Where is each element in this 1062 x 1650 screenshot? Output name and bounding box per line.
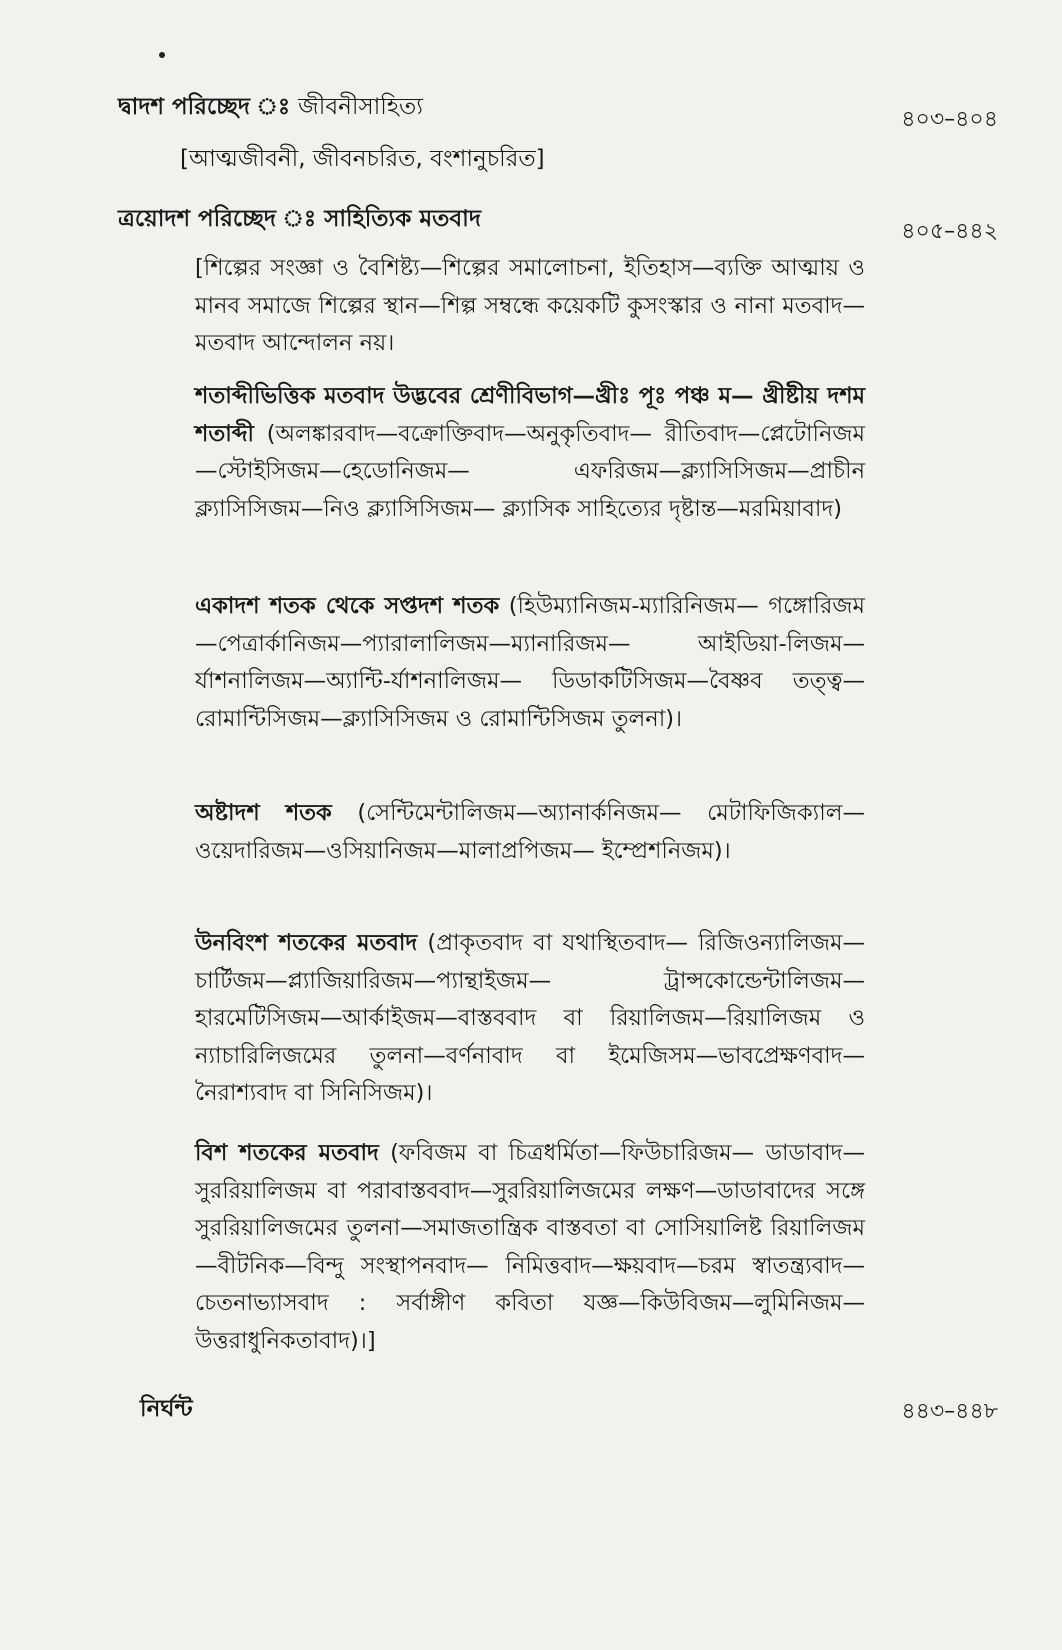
section-20-lead: বিশ শতকের মতবাদ — [195, 1140, 379, 1166]
section-19-lead: উনবিংশ শতকের মতবাদ — [195, 930, 418, 956]
chapter-12-row — [118, 88, 998, 132]
intro-text: [শিল্পের সংজ্ঞা ও বৈশিষ্ট্য—শিল্পের সমালোচনা, ইতিহাস—ব্যক্তি আত্মায় ও মানব সমাজে শিল্পের স্থান—শিল্প সম্বন্ধে কয়েকটি কুসংস্কার ও নানা মতবাদ—মতবাদ আন্দোলন নয়। — [195, 255, 865, 356]
index-heading: নির্ঘন্ট — [140, 1396, 193, 1422]
chapter-12-title: জীবনীসাহিত্য — [298, 94, 423, 120]
chapter-12-heading — [118, 88, 998, 127]
chapter-12-summary: [আত্মজীবনী, জীবনচরিত, বংশানুচরিত] — [180, 146, 545, 172]
section-11-17 — [195, 588, 865, 738]
chapter-13-pages: ৪০৫–৪৪২ — [901, 219, 998, 244]
chapter-13-title: সাহিত্যিক মতবাদ — [324, 206, 481, 232]
section-18 — [195, 795, 865, 870]
chapter-13-intro — [195, 250, 865, 363]
section-18-lead: অষ্টাদশ শতক — [195, 800, 332, 826]
ink-dot — [159, 52, 165, 58]
section-ancient-lead: শতাব্দীভিত্তিক মতবাদ উদ্ভবের শ্রেণীবিভাগ—খ্রীঃ পূঃ পঞ্চ ম— খ্রীষ্টীয় দশম শতাব্দী — [195, 383, 865, 447]
section-19 — [195, 925, 865, 1113]
chapter-13-label: ত্রয়োদশ পরিচ্ছেদ ঃ — [118, 206, 317, 232]
chapter-13-row — [118, 200, 998, 244]
section-11-17-lead: একাদশ শতক থেকে সপ্তদশ শতক — [195, 593, 500, 619]
section-19-text: (প্রাকৃতবাদ বা যথাস্থিতবাদ— রিজিওন্যালিজম—চার্টিজম—প্ল্যাজিয়ারিজম—প্যান্থাইজম— ট্রান্সকোন্ডেন্টালিজম—হারমেটিসিজম—আর্কাইজম—বাস্তববাদ বা রিয়ালিজম—রিয়ালিজম ও ন্যাচারিলিজমের তুলনা—বর্ণনাবাদ বা ইমেজিসম—ভাবপ্রেক্ষণবাদ—নৈরাশ্যবাদ বা সিনিসিজম)। — [195, 930, 865, 1106]
chapter-12-pages: ৪০৩–৪০৪ — [901, 107, 998, 132]
section-ancient — [195, 378, 865, 528]
section-20-text: (ফবিজম বা চিত্রধর্মিতা—ফিউচারিজম— ডাডাবাদ—সুররিয়ালিজম বা পরাবাস্তববাদ—সুররিয়ালিজমের লক্ষণ—ডাডাবাদের সঙ্গে সুররিয়ালিজমের তুলনা—সমাজতান্ত্রিক বাস্তবতা বা সোসিয়ালিষ্ট রিয়ালিজম—বীটনিক—বিন্দু সংস্থাপনবাদ— নিমিত্তবাদ—ক্ষয়বাদ—চরম স্বাতন্ত্র্যবাদ—চেতনাভ্যাসবাদ : সর্বাঙ্গীণ কবিতা যজ্ঞ—কিউবিজম—লুমিনিজম—উত্তরাধুনিকতাবাদ)।] — [195, 1140, 865, 1354]
chapter-12-label: দ্বাদশ পরিচ্ছেদ ঃ — [118, 94, 291, 120]
section-18-text: (সেন্টিমেন্টালিজম—অ্যানার্কনিজম— মেটাফিজিক্যাল—ওয়েদারিজম—ওসিয়ানিজম—মালাপ্রপিজম— ইম্প্রেশনিজম)। — [195, 800, 865, 864]
section-11-17-text: (হিউম্যানিজম-ম্যারিনিজম— গঙ্গোরিজম—পেত্রার্কানিজম—প্যারালালিজম—ম্যানারিজম— আইডিয়া-লিজম—র্যাশনালিজম—অ্যান্টি-র্যাশনালিজম— ডিডাকটিসিজম—বৈষ্ণব তত্ত্ব—রোমান্টিসিজম—ক্ল্যাসিসিজম ও রোমান্টিসিজম তুলনা)। — [195, 593, 865, 732]
index-pages: ৪৪৩–৪৪৮ — [901, 1399, 998, 1424]
chapter-13-heading — [118, 200, 998, 239]
section-ancient-text: (অলঙ্কারবাদ—বক্রোক্তিবাদ—অনুকৃতিবাদ— রীতিবাদ—প্লেটোনিজম—স্টোইসিজম—হেডোনিজম— এফরিজম—ক্ল্যাসিসিজম—প্রাচীন ক্ল্যাসিসিজম—নিও ক্ল্যাসিসিজম— ক্ল্যাসিক সাহিত্যের দৃষ্টান্ত—মরমিয়াবাদ) — [195, 420, 865, 522]
index-row — [140, 1390, 998, 1429]
section-20 — [195, 1135, 865, 1360]
